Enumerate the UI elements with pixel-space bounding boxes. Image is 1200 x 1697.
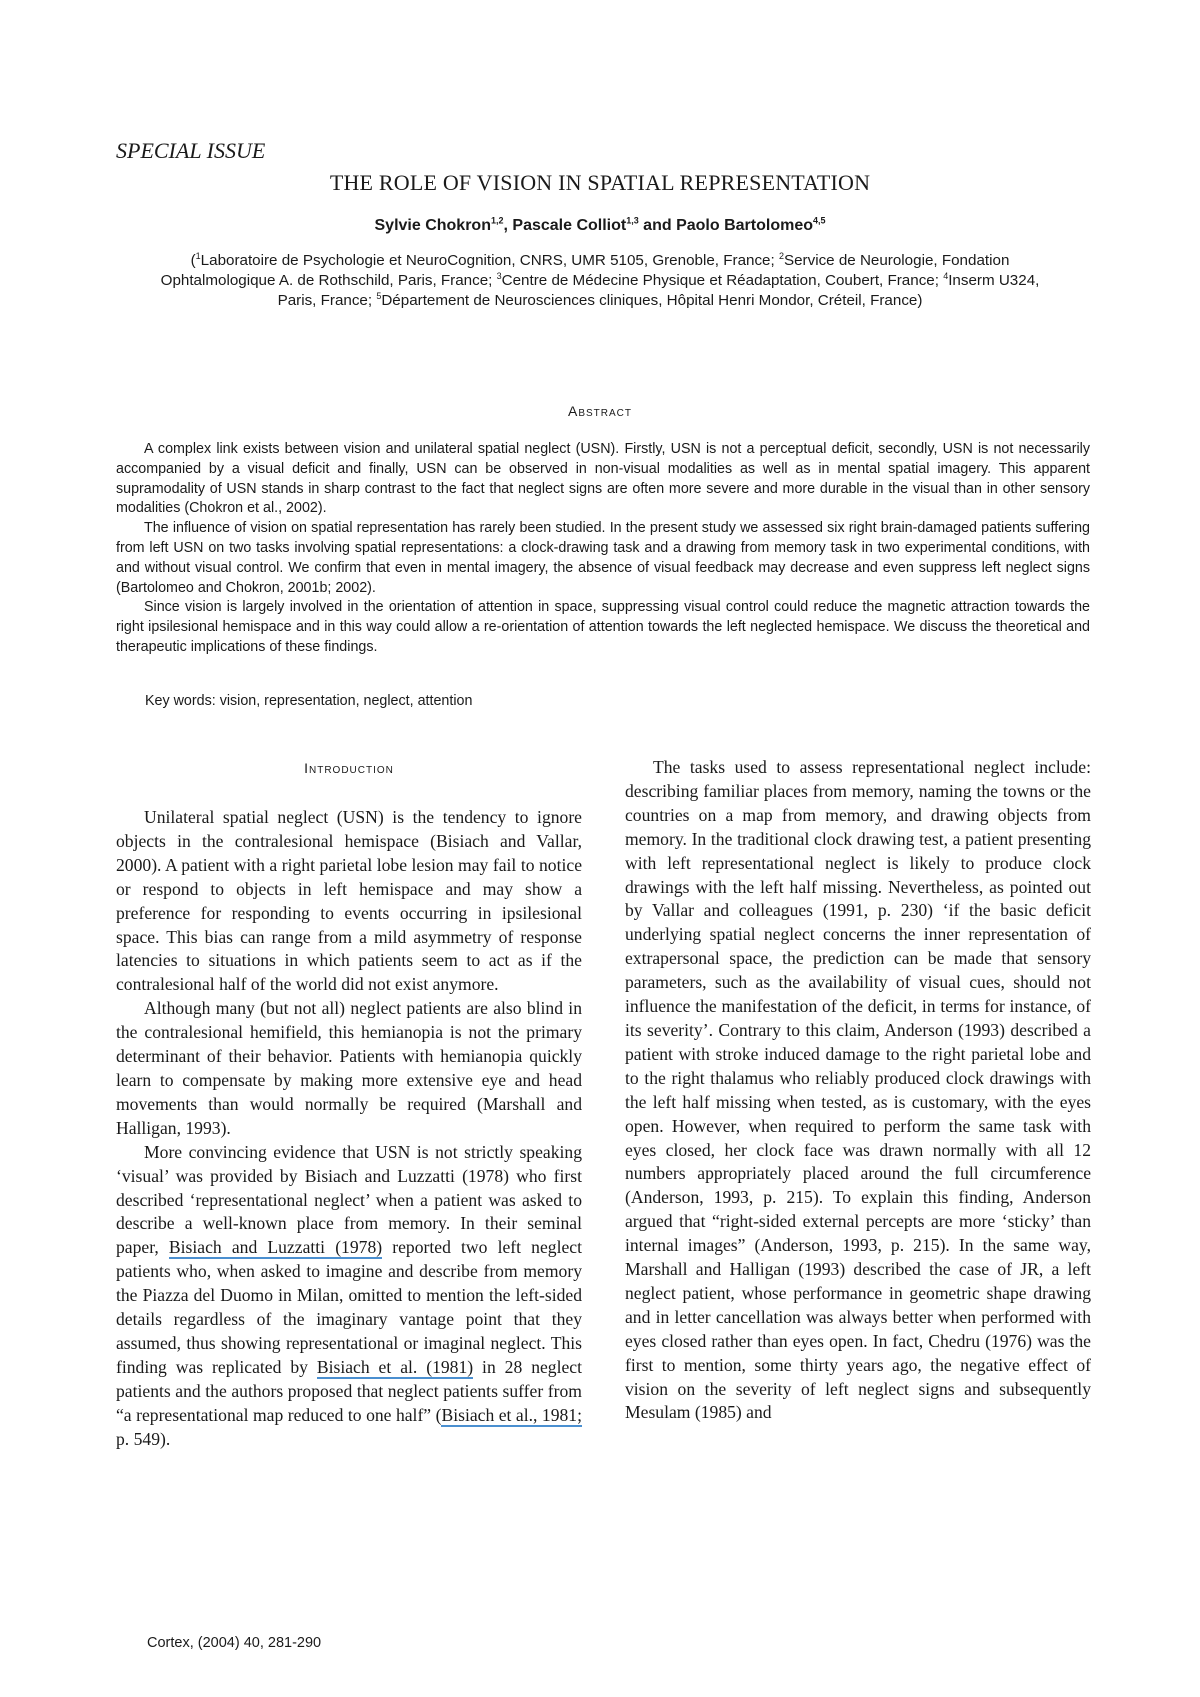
affiliation-text: Centre de Médecine Physique et Réadaptation, Coubert, France; [501, 272, 944, 289]
journal-citation: Cortex, (2004) 40, 281-290 [147, 1635, 322, 1651]
affiliation-number: 2 [778, 250, 784, 261]
abstract-paragraph: The influence of vision on spatial representation has rarely been studied. In the present study we assessed six right brain-damaged patients suffering from left USN on two tasks involving spatial representations: a clock-drawing task and a drawing from memory task in two experimental conditions, with and without visual control. We confirm that even in mental imagery, the absence of visual feedback may decrease and even suppress left neglect signs (Bartolomeo and Chokron, 2001b; 2002). [116, 520, 1090, 596]
abstract-body [116, 440, 1090, 658]
intro-paragraph: Unilateral spatial neglect (USN) is the tendency to ignore objects in the contralesional hemispace (Bisiach and Vallar, 2000). A patient with a right parietal lobe lesion may fail to notice or respond to objects in left hemispace and may show a preference for responding to events occurring in ipsilesional space. This bias can range from a mild asymmetry of response latencies to situations in which patients seem to act as if the contralesional half of the world did not exist anymore. [116, 807, 582, 995]
text-run: in 28 neglect patients and the authors proposed that neglect patients suffer from “a representational map reduced to one half” ( [116, 1356, 582, 1425]
intro-paragraph [116, 1141, 582, 1452]
abstract-heading: Abstract [567, 403, 632, 419]
affiliation-number: 5 [376, 290, 382, 301]
citation-link[interactable]: Bisiach et al., 1981; [441, 1404, 582, 1425]
author-list [0, 217, 1200, 235]
text-run: More convincing evidence that USN is not strictly speaking ‘visual’ was provided by Bisiach and Luzzatti (1978) who first described ‘representational neglect’ when a patient was asked to describe a well-known place from memory. In their seminal paper, [116, 1141, 582, 1258]
affiliation-text: Service de Neurologie, Fondation Ophtalmologique A. de Rothschild, Paris, France; [160, 252, 1010, 289]
left-column [116, 806, 582, 1451]
author-name: Sylvie Chokron [374, 217, 491, 234]
keywords: Key words: vision, representation, neglect, attention [145, 693, 473, 709]
author-name: Paolo Bartolomeo [676, 217, 813, 234]
introduction-heading: Introduction [304, 760, 394, 776]
affiliation-paren: ( [190, 252, 196, 269]
citation-link[interactable]: Bisiach et al. (1981) [316, 1356, 474, 1377]
affiliation-text: Laboratoire de Psychologie et NeuroCognition, CNRS, UMR 5105, Grenoble, France; [200, 252, 779, 269]
right-column [625, 756, 1091, 1425]
author-name: Pascale Colliot [512, 217, 627, 234]
affiliation-number: 1 [195, 250, 201, 261]
text-run: p. 549). [116, 1428, 171, 1449]
author-affiliation-mark: 1,2 [490, 215, 504, 226]
author-affiliation-mark: 1,3 [626, 215, 639, 226]
citation-link[interactable]: Bisiach and Luzzatti (1978) [168, 1237, 383, 1258]
affiliation-text: Inserm U324, Paris, France; [277, 272, 1040, 309]
special-issue-label: SPECIAL ISSUE [116, 138, 266, 163]
intro-paragraph: Although many (but not all) neglect patients are also blind in the contralesional hemifield, this hemianopia is not the primary determinant of their behavior. Patients with hemianopia quickly learn to compensate by making more extensive eye and head movements than would normally be required (Marshall and Halligan, 1993). [116, 998, 582, 1138]
author-affiliation-mark: 4,5 [812, 215, 826, 226]
affiliation-text: Département de Neurosciences cliniques, Hôpital Henri Mondor, Créteil, France) [381, 292, 923, 309]
affiliation-number: 4 [943, 270, 949, 281]
abstract-paragraph: A complex link exists between vision and unilateral spatial neglect (USN). Firstly, USN is not a perceptual deficit, secondly, USN is not necessarily accompanied by a visual deficit and finally, USN can be observed in non-visual modalities as well as in mental spatial imagery. This apparent supramodality of USN stands in sharp contrast to the fact that neglect signs are often more severe and more durable in the visual than in other sensory modalities (Chokron et al., 2002). [116, 441, 1090, 517]
author-separator: and [638, 217, 677, 234]
affiliation-number: 3 [496, 270, 502, 281]
author-separator: , [503, 217, 513, 234]
affiliations [140, 251, 1060, 311]
article-title: THE ROLE OF VISION IN SPATIAL REPRESENTATION [329, 170, 871, 195]
text-run: reported two left neglect patients who, when asked to imagine and describe from memory the Piazza del Duomo in Milan, omitted to mention the left-sided details regardless of the imaginary vantage point that they assumed, thus showing representational or imaginal neglect. This finding was replicated by [116, 1237, 582, 1377]
abstract-paragraph: Since vision is largely involved in the orientation of attention in space, suppressing visual control could reduce the magnetic attraction towards the right ipsilesional hemispace and in this way could allow a re-orientation of attention towards the left neglected hemispace. We discuss the theoretical and therapeutic implications of these findings. [116, 599, 1090, 655]
intro-paragraph: The tasks used to assess representational neglect include: describing familiar places from memory, naming the towns or the countries on a map from memory, and drawing objects from memory. In the traditional clock drawing test, a patient presenting with left representational neglect is likely to produce clock drawings with the left half missing. Nevertheless, as pointed out by Vallar and colleagues (1991, p. 230) ‘if the basic deficit underlying spatial neglect concerns the inner representation of extrapersonal space, the prediction can be made that sensory parameters, such as the availability of visual cues, should not influence the manifestation of the deficit, in terms for instance, of its severity’. Contrary to this claim, Anderson (1993) described a patient with stroke induced damage to the right parietal lobe and to the right thalamus who reliably produced clock drawings with the left half missing when tested, as is customary, with the eyes open. However, when required to perform the same task with eyes closed, her clock face was drawn normally with all 12 numbers appropriately placed around the full circumference (Anderson, 1993, p. 215). To explain this finding, Anderson argued that “right-sided external percepts are more ‘sticky’ than internal images” (Anderson, 1993, p. 215). In the same way, Marshall and Halligan (1993) described the case of JR, a left neglect patient, whose performance in geometric shape drawing and in letter cancellation was always better when performed with eyes closed rather than eyes open. In fact, Chedru (1976) was the first to mention, some thirty years ago, the negative effect of vision on the severity of left neglect signs and subsequently Mesulam (1985) and [625, 757, 1091, 1423]
